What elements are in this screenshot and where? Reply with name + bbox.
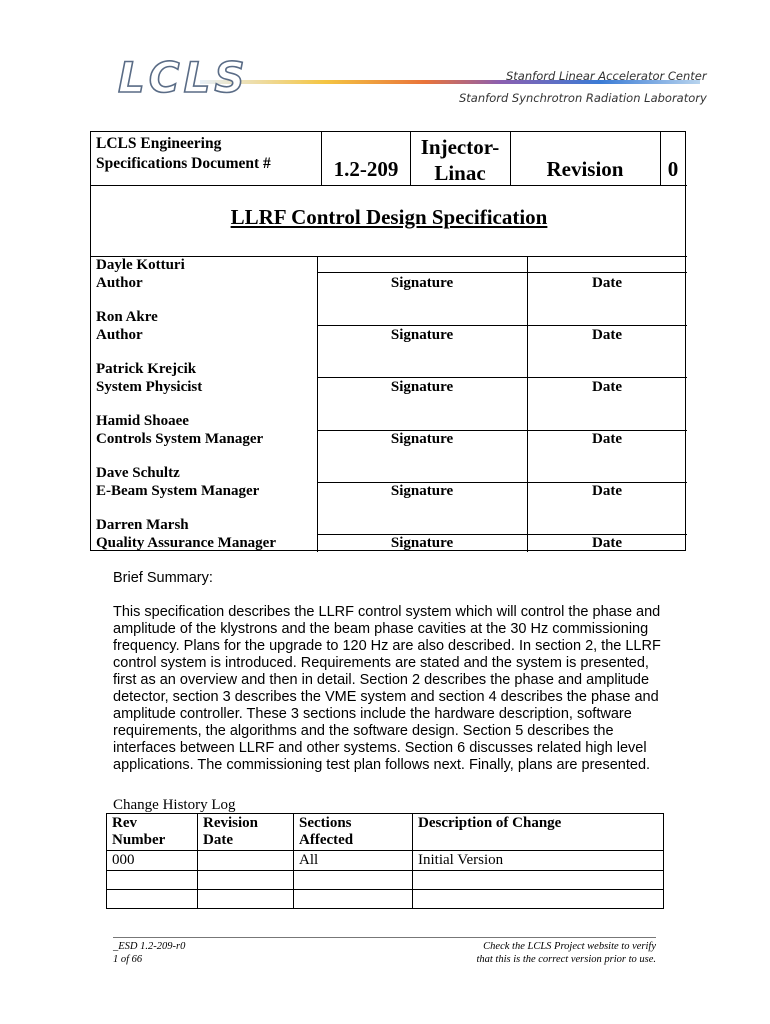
table-cell xyxy=(107,871,198,890)
signatory-name: Hamid Shoaee xyxy=(96,413,189,429)
signature-field[interactable]: Signature xyxy=(390,535,454,551)
table-cell: All xyxy=(294,851,413,871)
signatory-name: Darren Marsh xyxy=(96,517,189,533)
table-cell xyxy=(198,890,294,909)
divider xyxy=(410,132,411,185)
area-line1: Injector- xyxy=(420,135,500,159)
signature-field[interactable]: Signature xyxy=(390,327,454,343)
signatory-role: E-Beam System Manager xyxy=(96,483,260,499)
summary-heading: Brief Summary: xyxy=(113,570,213,586)
signatory-role: System Physicist xyxy=(96,379,203,395)
divider xyxy=(317,325,687,326)
date-field[interactable]: Date xyxy=(592,483,622,499)
letterhead xyxy=(110,50,710,120)
table-header-row xyxy=(107,814,664,851)
table-cell: 000 xyxy=(107,851,198,871)
doc-area xyxy=(410,132,510,184)
divider xyxy=(317,272,687,273)
signatory-role: Author xyxy=(96,275,143,291)
table-cell xyxy=(107,890,198,909)
table-row xyxy=(107,851,664,871)
table-cell xyxy=(413,890,664,909)
document-title: LLRF Control Design Specification xyxy=(230,205,548,229)
area-line2: Linac xyxy=(434,161,486,185)
logo-text: LCLS xyxy=(118,53,249,102)
signatory-name: Dayle Kotturi xyxy=(96,257,185,273)
signature-field[interactable]: Signature xyxy=(390,431,454,447)
verify-note-line1: Check the LCLS Project website to verify xyxy=(483,941,656,952)
table-cell xyxy=(198,871,294,890)
column-header: Revision Date xyxy=(198,814,294,851)
revision-label: Revision xyxy=(546,157,624,181)
divider xyxy=(91,185,687,186)
signatory-name: Dave Schultz xyxy=(96,465,180,481)
signatory-role: Controls System Manager xyxy=(96,431,264,447)
signature-field[interactable]: Signature xyxy=(390,379,454,395)
doc-id: _ESD 1.2-209-r0 xyxy=(113,941,186,952)
date-field[interactable]: Date xyxy=(592,275,622,291)
table-cell xyxy=(198,851,294,871)
date-field[interactable]: Date xyxy=(592,431,622,447)
column-header: Sections Affected xyxy=(294,814,413,851)
signature-field[interactable]: Signature xyxy=(390,483,454,499)
divider xyxy=(321,132,322,185)
verify-note-line2: that this is the correct version prior to use. xyxy=(476,954,656,965)
table-cell xyxy=(294,871,413,890)
document-control-table xyxy=(90,131,686,551)
doc-number: 1.2-209 xyxy=(333,157,399,181)
divider xyxy=(660,132,661,185)
page-number: 1 of 66 xyxy=(113,954,143,965)
footer-divider xyxy=(113,937,656,938)
footer-left xyxy=(113,940,185,966)
signatory-role: Quality Assurance Manager xyxy=(96,535,276,551)
date-field[interactable]: Date xyxy=(592,379,622,395)
date-field[interactable]: Date xyxy=(592,535,622,551)
lcls-logo xyxy=(110,50,710,120)
column-header: Description of Change xyxy=(413,814,664,851)
signatory-name: Patrick Krejcik xyxy=(96,361,197,377)
lab-name-ssrl: Stanford Synchrotron Radiation Laboratory xyxy=(459,91,707,105)
signature-field[interactable]: Signature xyxy=(390,275,454,291)
spec-label-line1: LCLS Engineering xyxy=(96,135,222,152)
table-cell: Initial Version xyxy=(413,851,664,871)
divider xyxy=(317,377,687,378)
change-log-caption: Change History Log xyxy=(113,797,236,813)
spec-doc-label xyxy=(96,134,271,174)
spec-label-line2: Specifications Document # xyxy=(96,155,271,172)
table-cell xyxy=(294,890,413,909)
table-row xyxy=(107,890,664,909)
footer-right xyxy=(476,940,656,966)
divider xyxy=(527,256,528,552)
divider xyxy=(510,132,511,185)
lab-name-slac: Stanford Linear Accelerator Center xyxy=(506,69,707,83)
revision-number: 0 xyxy=(667,157,679,181)
change-history-table xyxy=(106,813,664,909)
date-field[interactable]: Date xyxy=(592,327,622,343)
signatory-role: Author xyxy=(96,327,143,343)
summary-body: This specification describes the LLRF control system which will control the phase and amplitude of the klystrons and the beam phase cavities at the 30 Hz commissioning frequency. Plans for the upgrade to 120 Hz are also described. In section 2, the LLRF control system is introduced. Requirements are stated and the system is presented, first as an overview and then in detail. Section 2 describes the phase and amplitude detector, section 3 describes the VME system and section 4 describes the phase and amplitude controller. These 3 sections include the hardware description, software requirements, the algorithms and the software design. Section 5 describes the interfaces between LLRF and other systems. Section 6 discusses related high level applications. The commissioning test plan follows next. Finally, plans are presented. xyxy=(113,604,661,773)
table-cell xyxy=(413,871,664,890)
signatory-name: Ron Akre xyxy=(96,309,158,325)
column-header: Rev Number xyxy=(107,814,198,851)
table-row xyxy=(107,871,664,890)
divider xyxy=(317,256,318,552)
